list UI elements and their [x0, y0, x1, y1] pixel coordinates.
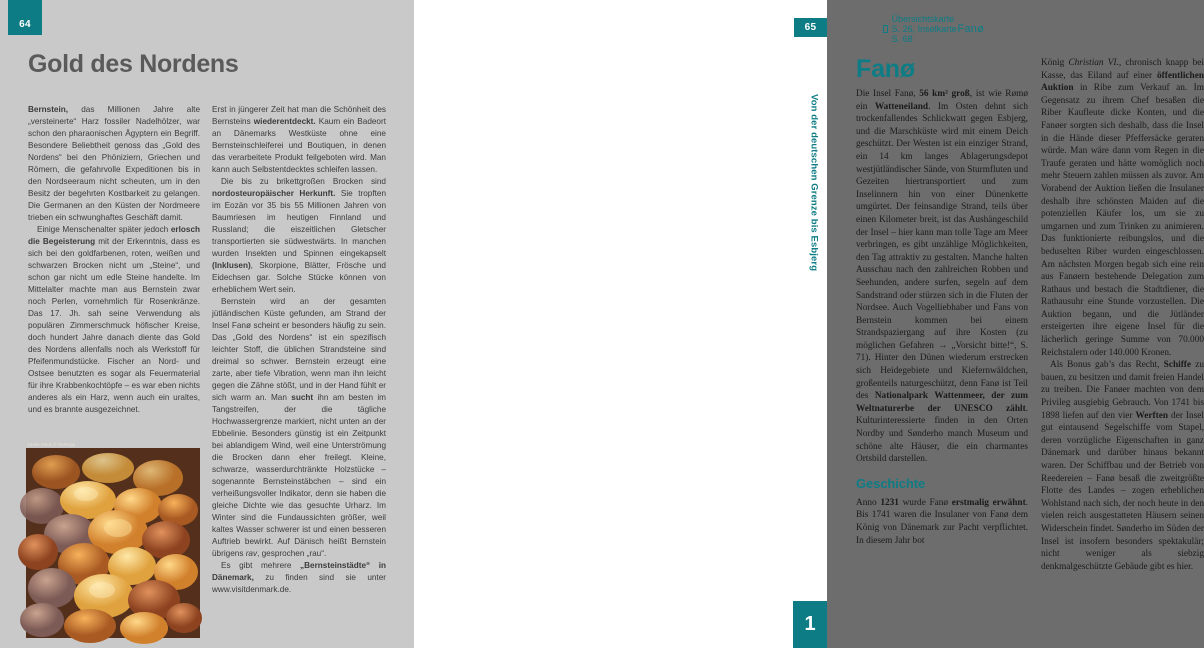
paragraph: Einige Menschenalter später jedoch erlosch die Begeisterung mit der Erkenntnis, dass es sich bei den goldfarbenen, roten, weißen und schwarzen Brocken nicht um „Steine“, und schon gar nicht um edle Steine handelte. Im Mittelalter machte man aus Bernstein zwar noch Perlen, vornehmlich für Rosenkränze. Das 17. Jh. sah seine Verwendung als populären Zimmerschmuck höfischer Kreise, doch hundert Jahre danach diente das Gold des Nordens allenfalls noch als Werkstoff für Pfeifenmundstücke. Fischer an Nord- und Ostsee benutzten es sogar als Feuermaterial für ihre Krabbenkochtöpfe – es war eben nichts anderes als ein Harz, wenn auch ein uraltes, und es brannte ausgezeichnet. [28, 225, 200, 414]
paragraph: Es gibt mehrere „Bernsteinstädte“ in Dänemark, zu finden sind sie unter www.visitdenmark.de. [212, 561, 386, 594]
amber-photo [26, 448, 200, 638]
running-head-title: Fanø [957, 23, 985, 35]
right-column-2 [1041, 57, 1204, 573]
paragraph: Erst in jüngerer Zeit hat man die Schönheit des Bernsteins wiederentdeckt. Kaum ein Badeort an Dänemarks Westküste ohne eine Bernsteinschleiferei und Boutiquen, in denen das verarbeitete Produkt feilgeboten wird. Man kann auch Selbstentdecktes schleifen lassen. [212, 105, 386, 174]
paragraph: Bernstein wird an der gesamten jütländischen Küste gefunden, am Strand der Insel Fanø scheint er besonders häufig zu sein. Das „Gold des Nordens“ ist ein spezifisch leichter Stoff, die üblichen Strandsteine sind dreimal so schwer. Bernstein erzeugt eine zarte, aber tiefe Vibration, wenn man ihn leicht gegen die Zähne stößt, und in der Hand fühlt er sich warm an. Man sucht ihn am besten im Tangstreifen, der die tägliche Hochwassergrenze markiert, nicht unten an der Ebbelinie. Besonders günstig ist ein Zeitpunkt bei ablandigem Wind, weil eine Unterströmung die Brocken dann eher freilegt. Kleine, schwarze, wasserdurchtränkte Holzstücke – sogenannte Bernsteinstäbchen – sind ein verheißungsvoller Indikator, denn sie haben die gleiche Dichte wie das gesuchte Urharz. Im Winter sind die Fundaussichten größer, weil kaltes Wasser schwerer ist und einen besseren Auftrieb bewirkt. Auf Dänisch heißt Bernstein übrigens rav, gesprochen „rau“. [212, 297, 387, 558]
right-page [414, 0, 1204, 648]
left-column-1 [28, 104, 200, 416]
chapter-number-marker: 1 [793, 601, 827, 648]
paragraph: Als Bonus gab’s das Recht, Schiffe zu bauen, zu besitzen und damit freien Handel zu treiben. Die Fanøer machten von dem Privileg ausgiebig Gebrauch. Von 1741 bis 1898 liefen auf den vier Werften der Insel gut eintausend Segelschiffe vom Stapel, deren vorzügliche Eigenschaften in ganz Dänemark und darüber hinaus bekannt waren. Der Schiffbau und der Betrieb von Reedereien – Fanø besaß die zweitgrößte Flotte des Landes – zogen erheblichen Wohlstand nach sich, der noch heute in den vielen reich ausgestatteten Häusern seinen Widerschein findet. Sønderho im Süden der Insel ist insofern besonders spektakulär; nicht weniger als siebzig denkmalgeschützte Gebäude gibt es hier. [1041, 360, 1204, 572]
left-page-title: Gold des Nordens [28, 50, 239, 78]
paragraph: Die Insel Fanø, 56 km² groß, ist wie Rømø ein Watteneiland. Im Osten dehnt sich trockenfallendes Schlickwatt gegen Esbjerg, und die Marschküste wird mit einem Deich geschützt. Der Westen ist ein einziger Strand, ein 14 km langes Ablagerungsdepot westjütländischer Sände, von Sturmfluten und Gezeiten hiertransportiert und zum Inselinnern hin von einer Dünenkette umgürtet. Der feinsandige Strand, teils über einen Kilometer breit, ist das Aushängeschild der Insel – hier kann man tolle Tage am Meer verbringen, es gibt unzählige Möglichkeiten, den Tag attraktiv zu gestalten. Manche halten Ausschau nach den zahlreichen Robben und Seehunden, andere surfen, segeln auf dem Sandstrand oder stürzen sich in die Fluten der Nordsee. Auch Vogelliebhaber und Fans von Bernstein kommen bei einem Strandspaziergang auf ihre Kosten (zu möglichen Gefahren → „Vorsicht bitte!“, S. 71). Hinter den Dünen wiederum erstrecken sich Heidegebiete und Kiefernwäldchen, großenteils naturgeschützt, denn Fanø ist Teil des Nationalpark Wattenmeer, der zum Weltnaturerbe der UNESCO zählt. Kulturinteressierte finden in den Orten Nordby und Sønderho manch Museum und schöne alte Häuser, die ein charmantes Ortsbild darstellen. [856, 89, 1029, 465]
map-reference-label: Übersichtskarte S. 26, Inselkarte S. 68 [891, 14, 957, 44]
page-number-left: 64 [8, 0, 42, 35]
left-page [0, 0, 414, 648]
page-number-right: 65 [794, 18, 827, 37]
right-page-title: Fanø [856, 55, 915, 83]
paragraph: König Christian VI., chronisch knapp bei Kasse, das Eiland auf einer öffentlichen Auktion in Ribe zum Verkauf an. Im Gegensatz zu ihrem Chef besaßen die Riber Kaufleute dicke Konten, und die Fanøer sorgten sich deshalb, dass die Insel in die Hände dieser Pfeffersäcke geraten würde. Man wäre dann vom Regen in die Traufe geraten und hätte womöglich noch mehr Steuern zahlen müssen als zuvor. Am Vorabend der Auktion ließen die Insulaner deshalb ihre schönsten Maiden auf die potenziellen Käufer los, um sie zu umgarnen und zum Trinken zu animieren. Das funktionierte reibungslos, und die beduselten Riber wurden eingeschlossen. Am nächsten Morgen begab sich eine rein aus Fanøern bestehende Delegation zum Rathaus und bestach die Stadtdiener, die Rathausuhr eine Stunde vorzustellen. Die Auktion begann, und die Jütländer ersteigerten ihre eigene Insel für die lächerlich geringe Summe von 70.000 Reichstalern oder 140.000 Kronen. [1041, 58, 1204, 358]
section-heading-geschichte: Geschichte [856, 475, 926, 491]
amber-stones-illustration [26, 448, 200, 638]
right-column-1 [856, 88, 1028, 547]
left-column-2 [212, 104, 386, 596]
paragraph: Bernstein, das Millionen Jahre alte „versteinerte“ Harz fossiler Nadelhölzer, war schon den pharaonischen Ägyptern ein Begriff. Besondere Beliebtheit genoss das „Gold des Nordens“ bei den Phöniziern, Griechen und Römern, die gefahrvolle Expeditionen bis in den Nordseeraum nicht scheuten, um in den Besitz der begehrten Kostbarkeit zu gelangen. Die Germanen an den Küsten der Nordmeere trieben ein schwunghaftes Geschäft damit. [28, 105, 200, 222]
side-tab-label: Von der deutschen Grenze bis Esbjerg [808, 94, 820, 272]
photo-credit: Adobe Stock © fotoRupp [27, 442, 76, 447]
paragraph: Anno 1231 wurde Fanø erstmalig erwähnt. Bis 1741 waren die Insulaner von Fanø dem König von Dänemark zur Pacht verpflichtet. In diesem Jahr bot [856, 497, 1028, 546]
checkbox-icon [883, 25, 888, 33]
chapter-side-tab [801, 40, 827, 326]
map-reference [883, 14, 958, 44]
paragraph: Die bis zu brikettgroßen Brocken sind nordosteuropäischer Herkunft. Sie tropften im Eozän vor 35 bis 55 Millionen Jahren von Baumriesen im heutigen Finnland und Russland; die eiszeitlichen Gletscher transportierten sie südwestwärts. In manchen wurden Insekten und Spinnen eingekapselt (Inklusen), Skorpione, Blätter, Frösche und Eidechsen gar. Solche Stücke können von erheblichem Wert sein. [212, 177, 386, 294]
